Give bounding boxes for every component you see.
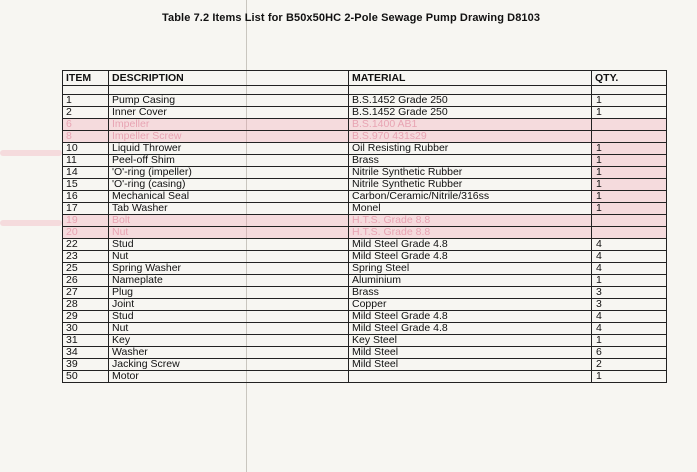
cell-description: Washer [109, 347, 349, 359]
cell-qty [592, 131, 667, 143]
cell-description: Key [109, 335, 349, 347]
cell-item: 8 [63, 131, 109, 143]
header-material: MATERIAL [349, 71, 592, 86]
cell-item: 14 [63, 167, 109, 179]
table-row [63, 95, 667, 107]
cell-material: B.S.1452 Grade 250 [349, 95, 592, 107]
cell-item: 25 [63, 263, 109, 275]
cell-description: Nameplate [109, 275, 349, 287]
cell-material: Nitrile Synthetic Rubber [349, 167, 592, 179]
cell-qty: 1 [592, 203, 667, 215]
cell-item: 10 [63, 143, 109, 155]
cell-item: 2 [63, 107, 109, 119]
cell-description: Stud [109, 311, 349, 323]
cell-qty: 1 [592, 155, 667, 167]
cell-item: 28 [63, 299, 109, 311]
cell-qty: 4 [592, 311, 667, 323]
cell-description: Peel-off Shim [109, 155, 349, 167]
cell-item: 22 [63, 239, 109, 251]
cell-description: Bolt [109, 215, 349, 227]
table-row [63, 179, 667, 191]
cell-item: 31 [63, 335, 109, 347]
table-row [63, 371, 667, 383]
cell-item: 39 [63, 359, 109, 371]
table-row [63, 131, 667, 143]
header-qty: QTY. [592, 71, 667, 86]
items-table [62, 70, 667, 383]
cell-qty: 1 [592, 191, 667, 203]
cell-qty: 4 [592, 263, 667, 275]
cell-material: Mild Steel Grade 4.8 [349, 239, 592, 251]
cell-material: Mild Steel Grade 4.8 [349, 323, 592, 335]
cell-item: 27 [63, 287, 109, 299]
table-row [63, 323, 667, 335]
cell-qty: 1 [592, 107, 667, 119]
cell-description: Nut [109, 323, 349, 335]
table-row [63, 155, 667, 167]
cell-qty [592, 227, 667, 239]
table-row [63, 311, 667, 323]
cell-qty: 3 [592, 287, 667, 299]
cell-material: Spring Steel [349, 263, 592, 275]
table-row [63, 167, 667, 179]
cell-material: Mild Steel Grade 4.8 [349, 251, 592, 263]
table-row [63, 191, 667, 203]
cell-qty: 4 [592, 251, 667, 263]
cell-material: Aluminium [349, 275, 592, 287]
cell-description: Stud [109, 239, 349, 251]
cell-material: Mild Steel [349, 359, 592, 371]
cell-qty: 3 [592, 299, 667, 311]
cell-qty: 1 [592, 179, 667, 191]
cell-material: B.S.1452 Grade 250 [349, 107, 592, 119]
table-row [63, 227, 667, 239]
cell-item: 17 [63, 203, 109, 215]
cell-material: H.T.S. Grade 8.8 [349, 215, 592, 227]
cell-material [349, 371, 592, 383]
cell-description: Plug [109, 287, 349, 299]
cell-material: Brass [349, 287, 592, 299]
cell-item: 26 [63, 275, 109, 287]
table-row [63, 263, 667, 275]
cell-description: 'O'-ring (impeller) [109, 167, 349, 179]
cell-item: 29 [63, 311, 109, 323]
cell-item: 50 [63, 371, 109, 383]
table-row [63, 119, 667, 131]
table-row [63, 359, 667, 371]
cell-qty: 1 [592, 143, 667, 155]
cell-description: Liquid Thrower [109, 143, 349, 155]
table-row [63, 215, 667, 227]
cell-qty: 1 [592, 95, 667, 107]
table-row [63, 143, 667, 155]
cell-material: Mild Steel Grade 4.8 [349, 311, 592, 323]
table-row [63, 107, 667, 119]
spacer-row [63, 86, 667, 95]
table-body [63, 86, 667, 383]
cell-qty: 2 [592, 359, 667, 371]
cell-item: 15 [63, 179, 109, 191]
cell-item: 11 [63, 155, 109, 167]
table-row [63, 251, 667, 263]
cell-material: Oil Resisting Rubber [349, 143, 592, 155]
table-row [63, 347, 667, 359]
cell-material: B.S.1400 AB1 [349, 119, 592, 131]
cell-material: Copper [349, 299, 592, 311]
cell-material: Key Steel [349, 335, 592, 347]
table-row [63, 239, 667, 251]
cell-qty [592, 119, 667, 131]
cell-description: 'O'-ring (casing) [109, 179, 349, 191]
cell-description: Pump Casing [109, 95, 349, 107]
cell-item: 30 [63, 323, 109, 335]
cell-description: Impeller [109, 119, 349, 131]
table-row [63, 275, 667, 287]
table-row [63, 335, 667, 347]
table-row [63, 287, 667, 299]
table-row [63, 299, 667, 311]
cell-material: H.T.S. Grade 8.8 [349, 227, 592, 239]
cell-description: Nut [109, 227, 349, 239]
cell-item: 16 [63, 191, 109, 203]
header-description: DESCRIPTION [109, 71, 349, 86]
cell-item: 1 [63, 95, 109, 107]
cell-qty [592, 215, 667, 227]
cell-qty: 6 [592, 347, 667, 359]
cell-material: Carbon/Ceramic/Nitrile/316ss [349, 191, 592, 203]
cell-description: Nut [109, 251, 349, 263]
cell-qty: 1 [592, 371, 667, 383]
cell-material: Brass [349, 155, 592, 167]
cell-description: Impeller Screw [109, 131, 349, 143]
cell-material: Nitrile Synthetic Rubber [349, 179, 592, 191]
cell-item: 34 [63, 347, 109, 359]
cell-description: Jacking Screw [109, 359, 349, 371]
cell-item: 23 [63, 251, 109, 263]
cell-qty: 1 [592, 167, 667, 179]
highlight-smudge [0, 150, 62, 156]
table-row [63, 203, 667, 215]
cell-item: 20 [63, 227, 109, 239]
cell-description: Joint [109, 299, 349, 311]
cell-material: B.S.970 431s29 [349, 131, 592, 143]
header-item: ITEM [63, 71, 109, 86]
cell-material: Mild Steel [349, 347, 592, 359]
table-header-row [63, 71, 667, 86]
cell-qty: 4 [592, 323, 667, 335]
cell-description: Motor [109, 371, 349, 383]
cell-qty: 1 [592, 275, 667, 287]
table-title: Table 7.2 Items List for B50x50HC 2-Pole Sewage Pump Drawing D8103 [162, 12, 541, 24]
cell-description: Mechanical Seal [109, 191, 349, 203]
cell-qty: 4 [592, 239, 667, 251]
cell-item: 19 [63, 215, 109, 227]
cell-qty: 1 [592, 335, 667, 347]
highlight-smudge [0, 220, 62, 226]
cell-item: 6 [63, 119, 109, 131]
cell-description: Inner Cover [109, 107, 349, 119]
cell-description: Spring Washer [109, 263, 349, 275]
cell-material: Monel [349, 203, 592, 215]
cell-description: Tab Washer [109, 203, 349, 215]
